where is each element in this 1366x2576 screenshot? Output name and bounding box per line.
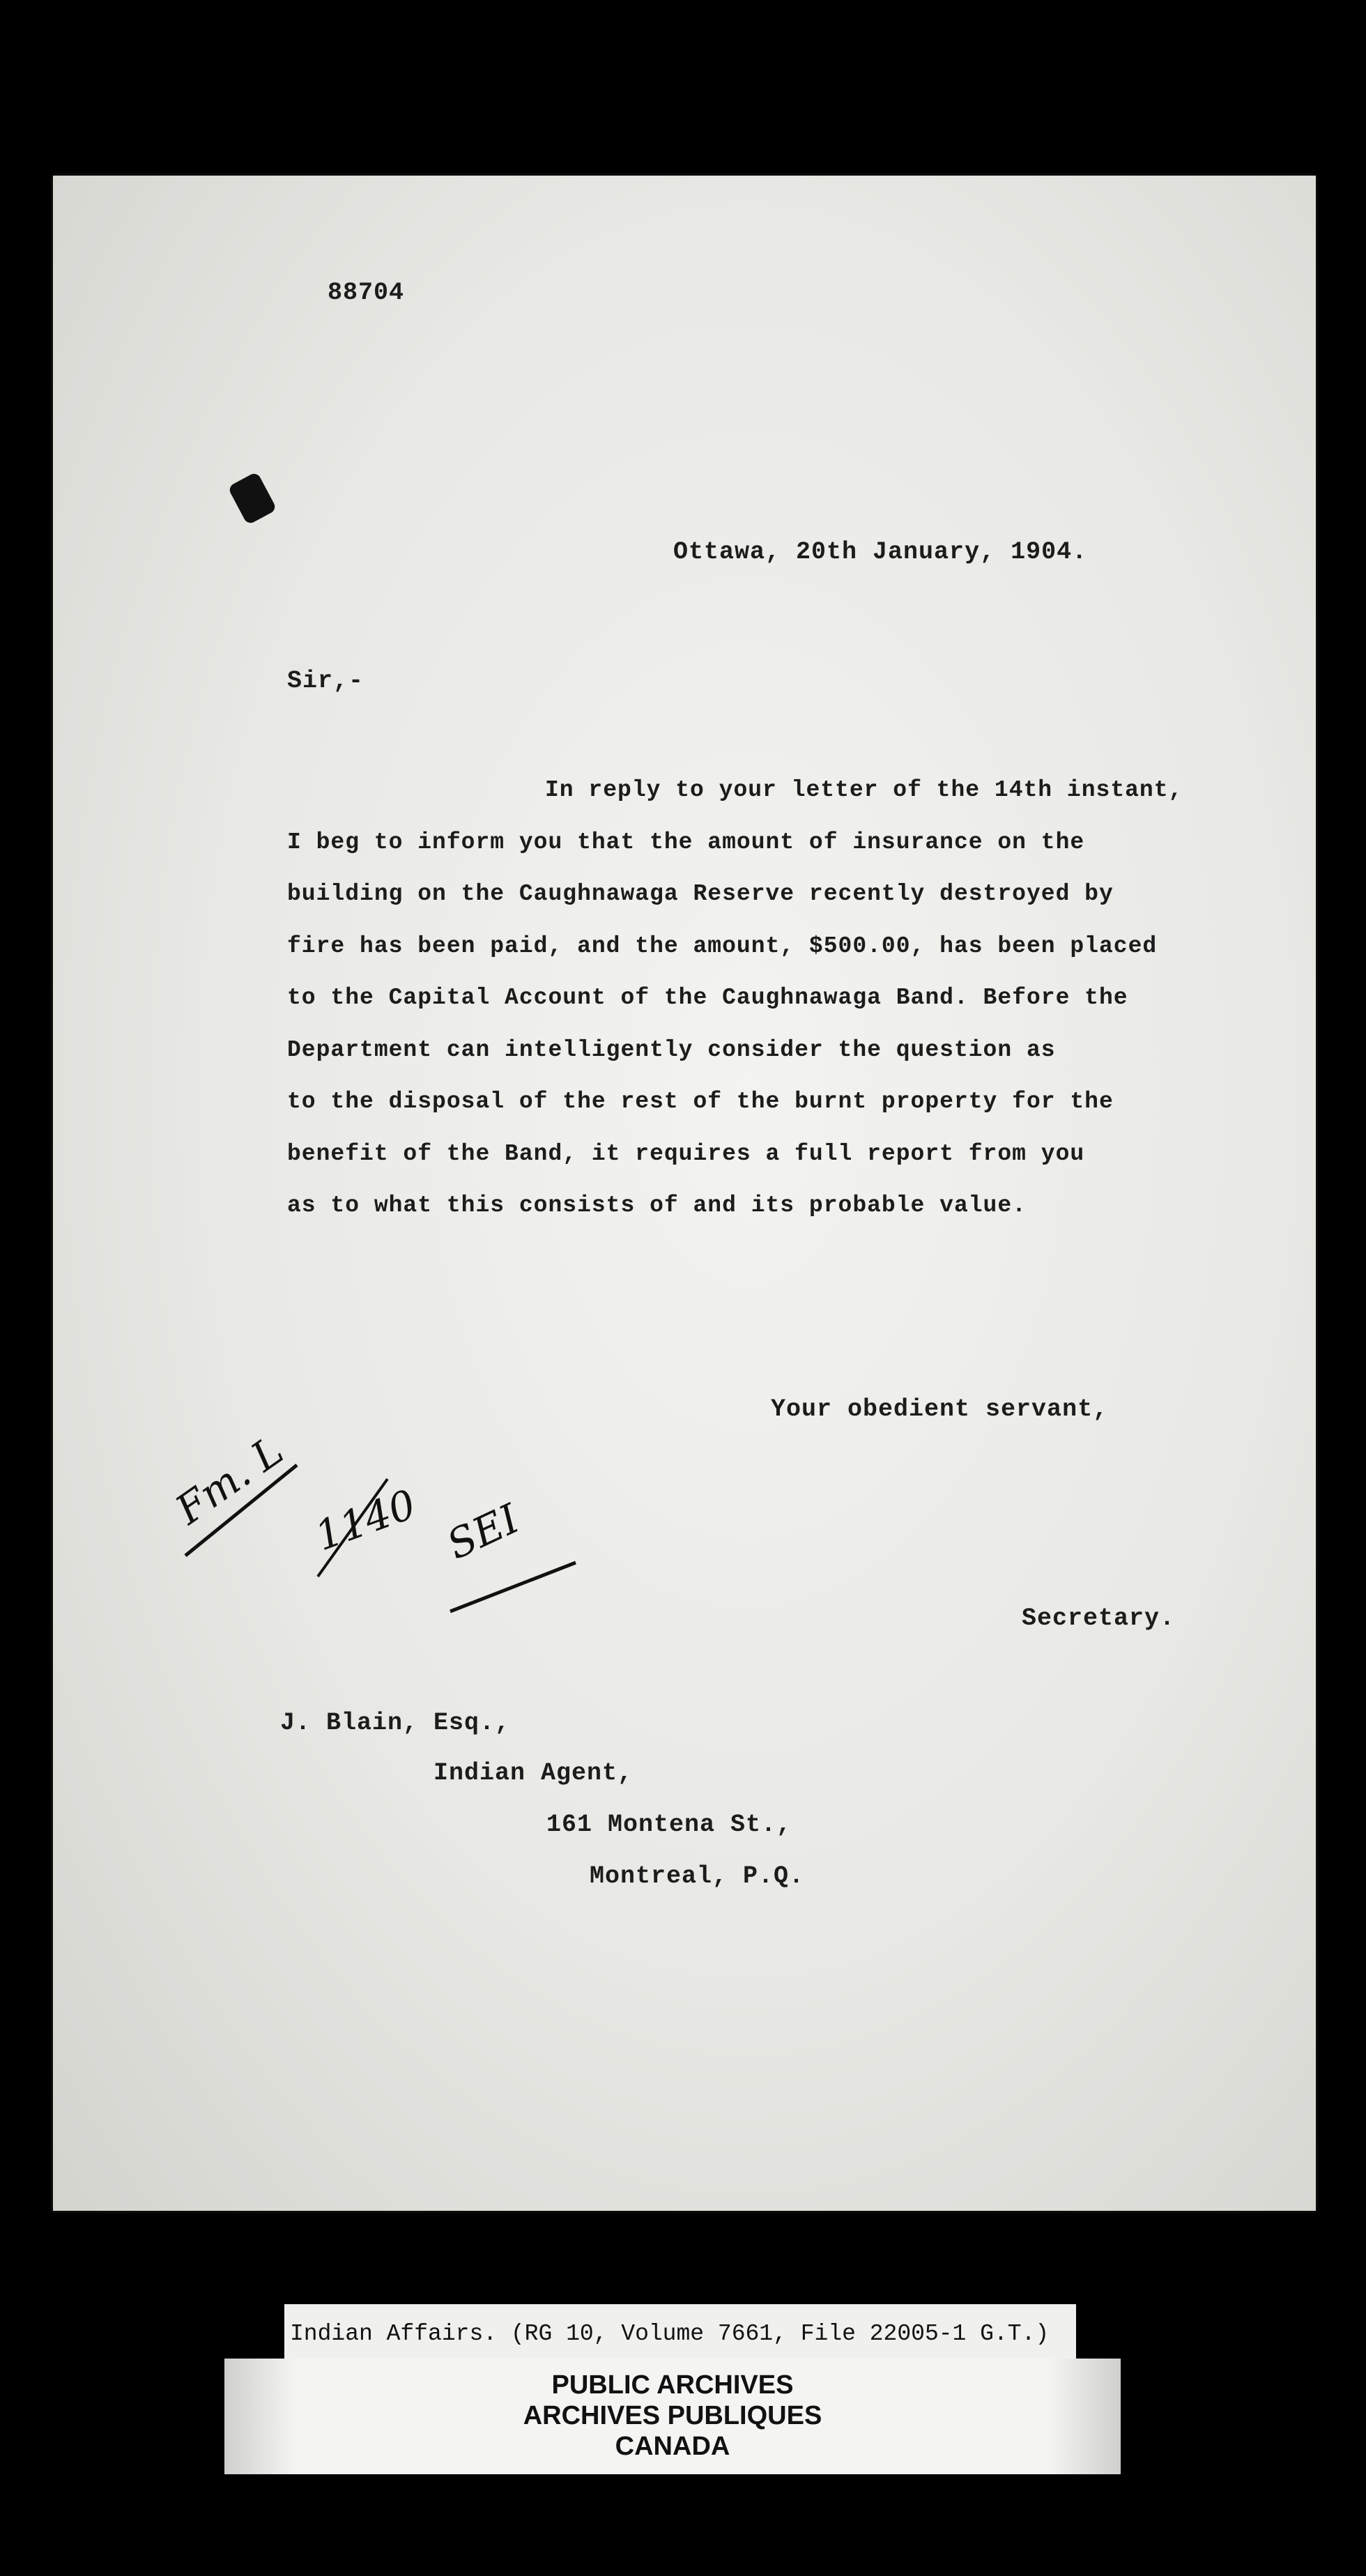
punch-hole xyxy=(227,471,277,525)
letter-page xyxy=(53,176,1316,2211)
handwritten-note: SEI xyxy=(440,1494,527,1569)
dateline: Ottawa, 20th January, 1904. xyxy=(673,538,1088,566)
body-line: benefit of the Band, it requires a full report from you xyxy=(287,1140,1085,1167)
signature-title: Secretary. xyxy=(1022,1604,1176,1632)
stamp-line: CANADA xyxy=(615,2432,730,2461)
body-line: fire has been paid, and the amount, $500.00, has been placed xyxy=(287,933,1158,959)
body-line: as to what this consists of and its probable value. xyxy=(287,1193,1027,1218)
addressee-title: Indian Agent, xyxy=(433,1759,634,1787)
letter-body xyxy=(287,765,1249,1232)
handwritten-note: 1140 xyxy=(309,1480,422,1561)
body-line: In reply to your letter of the 14th instant, xyxy=(545,777,1183,803)
handwritten-annotations xyxy=(158,1402,604,1625)
handwritten-stroke xyxy=(450,1563,576,1611)
closing: Your obedient servant, xyxy=(771,1395,1109,1423)
body-line: Department can intelligently consider the question as xyxy=(287,1036,1056,1063)
body-line: to the disposal of the rest of the burnt property for the xyxy=(287,1089,1114,1114)
file-number: 88704 xyxy=(328,279,405,307)
body-line: I beg to inform you that the amount of insurance on the xyxy=(287,829,1085,855)
addressee-street: 161 Montena St., xyxy=(546,1811,792,1839)
handwritten-note: Fm. L xyxy=(167,1426,292,1534)
salutation: Sir,- xyxy=(287,667,364,695)
addressee-city: Montreal, P.Q. xyxy=(590,1862,805,1890)
body-line: building on the Caughnawaga Reserve recently destroyed by xyxy=(287,881,1114,907)
stamp-line: ARCHIVES PUBLIQUES xyxy=(523,2401,822,2430)
stamp-line: PUBLIC ARCHIVES xyxy=(551,2370,794,2400)
body-line: to the Capital Account of the Caughnawaga Band. Before the xyxy=(287,985,1128,1011)
archives-stamp xyxy=(224,2359,1121,2474)
addressee-name: J. Blain, Esq., xyxy=(280,1709,511,1737)
archive-reference: Indian Affairs. (RG 10, Volume 7661, File 22005-1 G.T.) xyxy=(290,2321,1050,2347)
